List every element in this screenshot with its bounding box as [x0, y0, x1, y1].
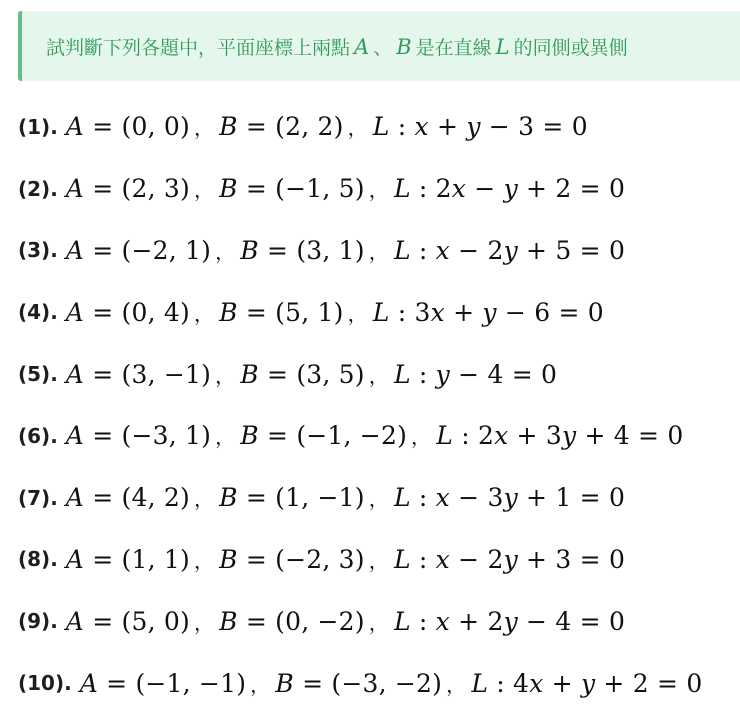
- point-b-label: B: [240, 359, 259, 389]
- line-equation: y − 4 = 0: [435, 359, 558, 389]
- colon-sign: :: [389, 297, 415, 327]
- point-b-label: B: [240, 235, 259, 265]
- line-equation: x − 2y + 3 = 0: [435, 544, 626, 574]
- problem-item: [18, 220, 738, 282]
- problem-number: (2).: [18, 176, 58, 201]
- point-b-coords: (−2, 3): [275, 544, 365, 574]
- problem-math: [80, 669, 703, 698]
- line-label: L: [372, 112, 390, 142]
- point-b-coords: (0, −2): [275, 606, 365, 636]
- equals-sign: =: [84, 544, 122, 574]
- problem-item: [18, 467, 738, 529]
- point-a-coords: (−2, 1): [121, 235, 212, 265]
- instruction-point-a: A: [354, 34, 370, 59]
- line-equation: x + 2y − 4 = 0: [435, 606, 626, 636]
- separator-comma: ，: [193, 116, 215, 141]
- point-b-label: B: [219, 544, 238, 574]
- point-a-label: A: [65, 421, 85, 451]
- line-equation: x − 2y + 5 = 0: [435, 235, 626, 265]
- colon-sign: :: [488, 668, 514, 698]
- variable: y: [435, 359, 450, 389]
- equals-sign: =: [84, 235, 122, 265]
- variable: y: [482, 297, 497, 327]
- separator-comma: ，: [368, 178, 389, 203]
- variable: y: [466, 112, 481, 142]
- separator-comma: ，: [215, 363, 236, 388]
- line-equation: x + y − 3 = 0: [414, 112, 588, 142]
- problem-math: [66, 174, 625, 203]
- line-label: L: [393, 359, 411, 389]
- instruction-prefix: 試判斷下列各題中，平面座標上兩點: [46, 36, 351, 59]
- instruction-callout: [18, 11, 740, 81]
- variable: x: [414, 112, 429, 142]
- variable: y: [580, 668, 596, 698]
- point-b-label: B: [219, 483, 238, 513]
- separator-comma: ，: [411, 425, 432, 450]
- problem-math: [66, 360, 557, 389]
- point-a-label: A: [65, 544, 85, 574]
- point-a-coords: (3, −1): [121, 359, 212, 389]
- point-a-coords: (5, 0): [121, 606, 190, 636]
- variable: x: [430, 297, 445, 327]
- variable: x: [451, 174, 467, 204]
- problem-math: [66, 483, 625, 512]
- point-b-coords: (3, 5): [296, 359, 365, 389]
- point-b-coords: (5, 1): [275, 297, 344, 327]
- equals-sign: =: [237, 174, 276, 204]
- point-a-coords: (4, 2): [121, 483, 190, 513]
- colon-sign: :: [410, 606, 436, 636]
- separator-comma: ，: [368, 363, 389, 388]
- variable: y: [503, 235, 518, 265]
- point-a-label: A: [65, 174, 85, 204]
- problem-number: (1).: [18, 114, 58, 139]
- separator-comma: ，: [193, 301, 215, 326]
- problem-item: [18, 529, 738, 591]
- point-a-label: A: [65, 297, 85, 327]
- point-b-label: B: [219, 112, 238, 142]
- line-equation: 2x + 3y + 4 = 0: [477, 421, 684, 451]
- problem-item: [18, 652, 738, 714]
- separator-comma: ，: [250, 672, 271, 697]
- colon-sign: :: [410, 235, 436, 265]
- equals-sign: =: [84, 359, 122, 389]
- problem-math: [66, 421, 684, 450]
- separator-comma: ，: [347, 301, 368, 326]
- variable: y: [503, 483, 518, 513]
- problem-item: [18, 96, 738, 158]
- variable: y: [561, 421, 577, 451]
- instruction-point-b: B: [396, 34, 412, 59]
- equals-sign: =: [237, 297, 276, 327]
- equals-sign: =: [258, 359, 297, 389]
- variable: x: [529, 668, 544, 698]
- problem-math: [66, 607, 625, 636]
- variable: y: [503, 544, 518, 574]
- problem-number: (9).: [18, 609, 58, 634]
- line-equation: x − 3y + 1 = 0: [435, 483, 626, 513]
- separator-comma: ，: [215, 239, 236, 264]
- point-a-label: A: [79, 668, 98, 698]
- colon-sign: :: [389, 112, 415, 142]
- point-a-coords: (0, 0): [121, 112, 190, 142]
- problem-number: (6).: [18, 423, 58, 448]
- point-b-coords: (3, 1): [296, 235, 365, 265]
- point-b-coords: (−1, 5): [275, 174, 365, 204]
- problem-list: [18, 96, 738, 714]
- point-b-label: B: [275, 668, 294, 698]
- equals-sign: =: [84, 297, 122, 327]
- separator-comma: ，: [193, 178, 215, 203]
- equals-sign: =: [97, 668, 136, 698]
- separator-comma: ，: [347, 116, 368, 141]
- colon-sign: :: [410, 544, 436, 574]
- colon-sign: :: [410, 359, 436, 389]
- instruction-middle: 是在直線: [415, 36, 492, 59]
- line-label: L: [471, 668, 489, 698]
- separator-comma: ，: [368, 548, 389, 573]
- point-b-coords: (−3, −2): [331, 668, 443, 698]
- problem-math: [66, 545, 625, 574]
- problem-math: [66, 112, 588, 141]
- problem-item: [18, 158, 738, 220]
- point-b-coords: (1, −1): [275, 483, 365, 513]
- equals-sign: =: [237, 544, 276, 574]
- instruction-line: L: [495, 34, 510, 59]
- variable: x: [435, 544, 450, 574]
- equals-sign: =: [84, 421, 122, 451]
- instruction-text: [46, 33, 628, 60]
- line-equation: 2x − y + 2 = 0: [435, 174, 626, 204]
- variable: y: [503, 606, 518, 636]
- point-a-label: A: [65, 606, 85, 636]
- equals-sign: =: [237, 606, 276, 636]
- line-label: L: [436, 421, 454, 451]
- point-a-coords: (2, 3): [121, 174, 190, 204]
- equals-sign: =: [293, 668, 332, 698]
- equals-sign: =: [84, 112, 122, 142]
- problem-number: (10).: [18, 671, 72, 696]
- line-label: L: [372, 297, 390, 327]
- point-b-label: B: [219, 174, 238, 204]
- line-label: L: [393, 235, 411, 265]
- colon-sign: :: [410, 483, 436, 513]
- problem-math: [66, 298, 604, 327]
- separator-comma: ，: [193, 548, 215, 573]
- point-b-label: B: [219, 606, 238, 636]
- point-a-label: A: [65, 483, 85, 513]
- problem-number: (3).: [18, 238, 58, 263]
- equals-sign: =: [258, 235, 297, 265]
- separator-comma: ，: [215, 425, 236, 450]
- point-b-coords: (2, 2): [275, 112, 344, 142]
- problem-item: [18, 343, 738, 405]
- line-equation: 3x + y − 6 = 0: [414, 297, 604, 327]
- problem-item: [18, 281, 738, 343]
- separator-comma: ，: [368, 610, 389, 635]
- equals-sign: =: [84, 174, 122, 204]
- variable: x: [435, 235, 450, 265]
- colon-sign: :: [453, 421, 478, 451]
- line-label: L: [393, 483, 411, 513]
- instruction-suffix: 的同側或異側: [513, 36, 628, 59]
- problem-number: (5).: [18, 362, 58, 387]
- point-a-coords: (−1, −1): [135, 668, 247, 698]
- line-label: L: [393, 606, 411, 636]
- equals-sign: =: [84, 606, 122, 636]
- equals-sign: =: [237, 112, 276, 142]
- line-equation: 4x + y + 2 = 0: [513, 668, 703, 698]
- variable: x: [435, 606, 450, 636]
- problem-item: [18, 590, 738, 652]
- point-a-label: A: [65, 112, 85, 142]
- separator-comma: ，: [446, 672, 467, 697]
- point-a-coords: (1, 1): [121, 544, 190, 574]
- variable: x: [435, 483, 450, 513]
- problem-number: (8).: [18, 547, 58, 572]
- separator-comma: ，: [193, 610, 215, 635]
- equals-sign: =: [84, 483, 122, 513]
- variable: x: [494, 421, 509, 451]
- equals-sign: =: [237, 483, 276, 513]
- colon-sign: :: [410, 174, 436, 204]
- problem-number: (4).: [18, 300, 58, 325]
- point-b-label: B: [219, 297, 238, 327]
- separator-comma: ，: [368, 239, 389, 264]
- point-a-coords: (−3, 1): [121, 421, 212, 451]
- equals-sign: =: [258, 421, 297, 451]
- line-label: L: [393, 174, 411, 204]
- variable: y: [503, 174, 518, 204]
- problem-item: [18, 405, 738, 467]
- point-b-label: B: [240, 421, 259, 451]
- separator-comma: ，: [193, 487, 215, 512]
- instruction-separator: 、: [373, 36, 393, 59]
- problem-math: [66, 236, 625, 265]
- point-a-coords: (0, 4): [121, 297, 190, 327]
- point-b-coords: (−1, −2): [296, 421, 408, 451]
- point-a-label: A: [65, 359, 85, 389]
- line-label: L: [393, 544, 411, 574]
- point-a-label: A: [65, 235, 85, 265]
- problem-number: (7).: [18, 485, 58, 510]
- separator-comma: ，: [368, 487, 389, 512]
